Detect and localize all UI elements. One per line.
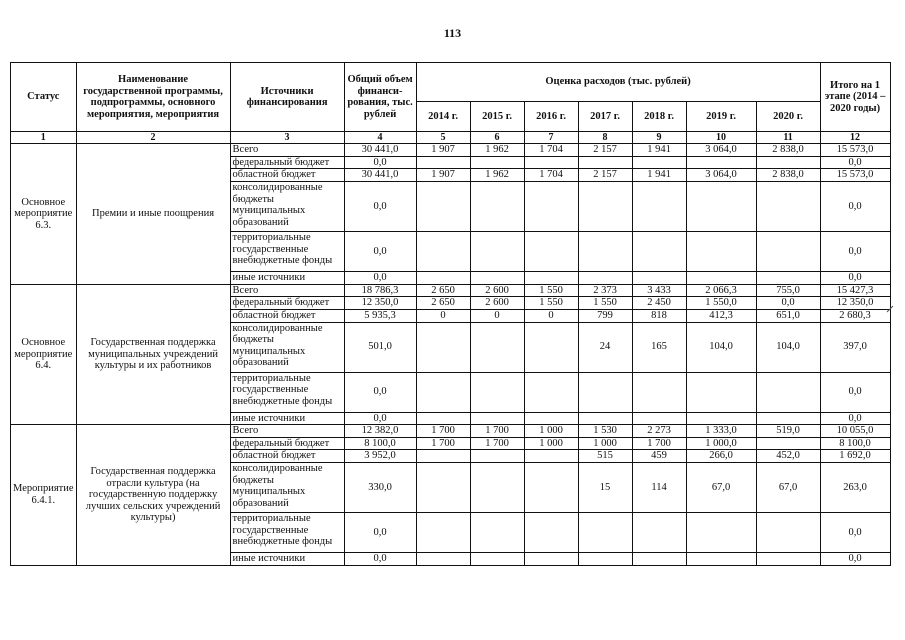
- stage-total-cell: 0,0: [820, 232, 890, 272]
- source-cell: федеральный бюджет: [230, 156, 344, 169]
- year-value-cell: 2 273: [632, 425, 686, 438]
- year-value-cell: 651,0: [756, 309, 820, 322]
- year-value-cell: [756, 372, 820, 412]
- year-value-cell: 519,0: [756, 425, 820, 438]
- year-value-cell: [686, 232, 756, 272]
- budget-table: [10, 62, 891, 566]
- year-value-cell: [578, 182, 632, 232]
- page-number: 113: [443, 26, 462, 40]
- table-row: [11, 284, 891, 297]
- source-cell: областной бюджет: [230, 450, 344, 463]
- source-cell: Всего: [230, 425, 344, 438]
- year-value-cell: [416, 463, 470, 513]
- header-stage-total: Итого на 1 этапе (2014 – 2020 годы): [820, 63, 890, 132]
- total-volume-cell: 8 100,0: [344, 437, 416, 450]
- year-value-cell: [632, 182, 686, 232]
- total-volume-cell: 0,0: [344, 553, 416, 566]
- year-value-cell: [686, 553, 756, 566]
- year-value-cell: [756, 513, 820, 553]
- year-value-cell: 266,0: [686, 450, 756, 463]
- stage-total-cell: 397,0: [820, 322, 890, 372]
- stage-total-cell: 2 680,3: [820, 309, 890, 322]
- stage-total-cell: 0,0: [820, 553, 890, 566]
- year-value-cell: [686, 272, 756, 285]
- year-value-cell: [470, 322, 524, 372]
- year-value-cell: 1 704: [524, 144, 578, 157]
- column-number: 5: [416, 132, 470, 144]
- year-value-cell: [524, 372, 578, 412]
- header-year: 2016 г.: [524, 102, 578, 132]
- header-year: 2020 г.: [756, 102, 820, 132]
- year-value-cell: 0: [524, 309, 578, 322]
- year-value-cell: 1 941: [632, 169, 686, 182]
- year-value-cell: 1 907: [416, 144, 470, 157]
- source-cell: Всего: [230, 144, 344, 157]
- year-value-cell: 1 000: [578, 437, 632, 450]
- year-value-cell: 24: [578, 322, 632, 372]
- source-cell: консолидированные бюджеты муниципальных образований: [230, 322, 344, 372]
- year-value-cell: 15: [578, 463, 632, 513]
- stage-total-cell: 15 573,0: [820, 144, 890, 157]
- year-value-cell: 2 157: [578, 169, 632, 182]
- total-volume-cell: 0,0: [344, 156, 416, 169]
- year-value-cell: 2 450: [632, 297, 686, 310]
- header-year: 2015 г.: [470, 102, 524, 132]
- source-cell: консолидированные бюджеты муниципальных образований: [230, 182, 344, 232]
- column-number: 1: [11, 132, 77, 144]
- header-name: Наименование государственной программы, подпрограммы, основного мероприятия, мероприятия: [76, 63, 230, 132]
- stage-total-cell: 12 350,0: [820, 297, 890, 310]
- year-value-cell: [524, 463, 578, 513]
- total-volume-cell: 3 952,0: [344, 450, 416, 463]
- year-value-cell: 1 962: [470, 144, 524, 157]
- year-value-cell: [470, 232, 524, 272]
- total-volume-cell: 330,0: [344, 463, 416, 513]
- year-value-cell: [578, 513, 632, 553]
- name-cell: Государственная поддержка муниципальных учреждений культуры и их работников: [76, 284, 230, 425]
- year-value-cell: [416, 513, 470, 553]
- column-number: 11: [756, 132, 820, 144]
- source-cell: областной бюджет: [230, 309, 344, 322]
- column-number: 8: [578, 132, 632, 144]
- year-value-cell: [756, 412, 820, 425]
- total-volume-cell: 0,0: [344, 182, 416, 232]
- year-value-cell: 2 838,0: [756, 144, 820, 157]
- year-value-cell: [578, 232, 632, 272]
- year-value-cell: [416, 272, 470, 285]
- status-cell: Основное мероприятие 6.4.: [11, 284, 77, 425]
- year-value-cell: [686, 372, 756, 412]
- column-number: 12: [820, 132, 890, 144]
- source-cell: иные источники: [230, 553, 344, 566]
- source-cell: территориальные государственные внебюджетные фонды: [230, 513, 344, 553]
- year-value-cell: [686, 513, 756, 553]
- year-value-cell: [416, 450, 470, 463]
- year-value-cell: 1 550,0: [686, 297, 756, 310]
- status-cell: Мероприятие 6.4.1.: [11, 425, 77, 566]
- year-value-cell: [632, 272, 686, 285]
- year-value-cell: 1 000,0: [686, 437, 756, 450]
- year-value-cell: [524, 553, 578, 566]
- source-cell: иные источники: [230, 272, 344, 285]
- year-value-cell: [416, 182, 470, 232]
- year-value-cell: [416, 156, 470, 169]
- year-value-cell: 2 373: [578, 284, 632, 297]
- total-volume-cell: 12 382,0: [344, 425, 416, 438]
- name-cell: Премии и иные поощрения: [76, 144, 230, 285]
- year-value-cell: [578, 553, 632, 566]
- stage-total-cell: 0,0: [820, 272, 890, 285]
- year-value-cell: [470, 553, 524, 566]
- stage-total-cell: 0,0: [820, 372, 890, 412]
- source-cell: территориальные государственные внебюджетные фонды: [230, 232, 344, 272]
- year-value-cell: 2 650: [416, 284, 470, 297]
- column-number: 2: [76, 132, 230, 144]
- header-year: 2014 г.: [416, 102, 470, 132]
- total-volume-cell: 0,0: [344, 232, 416, 272]
- year-value-cell: 0: [470, 309, 524, 322]
- source-cell: территориальные государственные внебюджетные фонды: [230, 372, 344, 412]
- year-value-cell: 1 550: [524, 284, 578, 297]
- total-volume-cell: 0,0: [344, 513, 416, 553]
- year-value-cell: 104,0: [756, 322, 820, 372]
- year-value-cell: [686, 412, 756, 425]
- year-value-cell: 3 064,0: [686, 144, 756, 157]
- total-volume-cell: 12 350,0: [344, 297, 416, 310]
- year-value-cell: 1 704: [524, 169, 578, 182]
- year-value-cell: [416, 372, 470, 412]
- total-volume-cell: 30 441,0: [344, 169, 416, 182]
- total-volume-cell: 0,0: [344, 272, 416, 285]
- year-value-cell: 114: [632, 463, 686, 513]
- year-value-cell: [578, 372, 632, 412]
- year-value-cell: 515: [578, 450, 632, 463]
- year-value-cell: [416, 322, 470, 372]
- stage-total-cell: 0,0: [820, 412, 890, 425]
- scan-mark: [886, 305, 894, 313]
- year-value-cell: [686, 182, 756, 232]
- year-value-cell: 1 700: [470, 437, 524, 450]
- stage-total-cell: 8 100,0: [820, 437, 890, 450]
- year-value-cell: 0: [416, 309, 470, 322]
- table-row: [11, 144, 891, 157]
- source-cell: иные источники: [230, 412, 344, 425]
- name-cell: Государственная поддержка отрасли культура (на государственную поддержку лучших сельских учреждений культуры): [76, 425, 230, 566]
- stage-total-cell: 0,0: [820, 156, 890, 169]
- stage-total-cell: 15 573,0: [820, 169, 890, 182]
- year-value-cell: 67,0: [756, 463, 820, 513]
- year-value-cell: [416, 553, 470, 566]
- year-value-cell: [470, 513, 524, 553]
- stage-total-cell: 10 055,0: [820, 425, 890, 438]
- stage-total-cell: 1 692,0: [820, 450, 890, 463]
- year-value-cell: 1 907: [416, 169, 470, 182]
- year-value-cell: 1 700: [416, 425, 470, 438]
- year-value-cell: [470, 272, 524, 285]
- year-value-cell: [524, 513, 578, 553]
- year-value-cell: 2 157: [578, 144, 632, 157]
- year-value-cell: 2 650: [416, 297, 470, 310]
- source-cell: федеральный бюджет: [230, 437, 344, 450]
- year-value-cell: 1 700: [470, 425, 524, 438]
- header-year: 2017 г.: [578, 102, 632, 132]
- year-value-cell: [756, 437, 820, 450]
- year-value-cell: 452,0: [756, 450, 820, 463]
- column-number: 10: [686, 132, 756, 144]
- year-value-cell: [470, 450, 524, 463]
- year-value-cell: [686, 156, 756, 169]
- table-row: [11, 425, 891, 438]
- year-value-cell: 1 550: [524, 297, 578, 310]
- year-value-cell: [756, 553, 820, 566]
- year-value-cell: [632, 513, 686, 553]
- year-value-cell: [524, 156, 578, 169]
- total-volume-cell: 0,0: [344, 372, 416, 412]
- column-number: 6: [470, 132, 524, 144]
- year-value-cell: [756, 156, 820, 169]
- year-value-cell: [416, 412, 470, 425]
- total-volume-cell: 501,0: [344, 322, 416, 372]
- year-value-cell: [470, 156, 524, 169]
- year-value-cell: 2 066,3: [686, 284, 756, 297]
- year-value-cell: 1 700: [632, 437, 686, 450]
- header-sources: Источники финансирования: [230, 63, 344, 132]
- year-value-cell: 1 530: [578, 425, 632, 438]
- year-value-cell: [524, 232, 578, 272]
- total-volume-cell: 18 786,3: [344, 284, 416, 297]
- year-value-cell: [524, 412, 578, 425]
- year-value-cell: [632, 232, 686, 272]
- source-cell: областной бюджет: [230, 169, 344, 182]
- header-status: Статус: [11, 63, 77, 132]
- year-value-cell: 755,0: [756, 284, 820, 297]
- source-cell: федеральный бюджет: [230, 297, 344, 310]
- status-cell: Основное мероприятие 6.3.: [11, 144, 77, 285]
- year-value-cell: 799: [578, 309, 632, 322]
- year-value-cell: 0,0: [756, 297, 820, 310]
- header-estimate: Оценка расходов (тыс. рублей): [416, 63, 820, 102]
- stage-total-cell: 0,0: [820, 182, 890, 232]
- year-value-cell: [632, 372, 686, 412]
- year-value-cell: 2 600: [470, 297, 524, 310]
- total-volume-cell: 30 441,0: [344, 144, 416, 157]
- year-value-cell: 1 941: [632, 144, 686, 157]
- year-value-cell: [524, 272, 578, 285]
- year-value-cell: [756, 232, 820, 272]
- year-value-cell: 2 838,0: [756, 169, 820, 182]
- year-value-cell: 1 962: [470, 169, 524, 182]
- year-value-cell: 1 550: [578, 297, 632, 310]
- year-value-cell: 459: [632, 450, 686, 463]
- stage-total-cell: 263,0: [820, 463, 890, 513]
- year-value-cell: 104,0: [686, 322, 756, 372]
- year-value-cell: [470, 412, 524, 425]
- column-number: 7: [524, 132, 578, 144]
- year-value-cell: 2 600: [470, 284, 524, 297]
- year-value-cell: [632, 553, 686, 566]
- year-value-cell: [470, 182, 524, 232]
- year-value-cell: [578, 156, 632, 169]
- stage-total-cell: 15 427,3: [820, 284, 890, 297]
- header-total-volume: Общий объем финанси-рования, тыс. рублей: [344, 63, 416, 132]
- year-value-cell: 165: [632, 322, 686, 372]
- total-volume-cell: 5 935,3: [344, 309, 416, 322]
- year-value-cell: 818: [632, 309, 686, 322]
- year-value-cell: 1 000: [524, 437, 578, 450]
- year-value-cell: 1 700: [416, 437, 470, 450]
- year-value-cell: [632, 412, 686, 425]
- year-value-cell: 1 000: [524, 425, 578, 438]
- year-value-cell: [756, 182, 820, 232]
- column-number: 9: [632, 132, 686, 144]
- year-value-cell: [416, 232, 470, 272]
- year-value-cell: [470, 372, 524, 412]
- year-value-cell: 3 433: [632, 284, 686, 297]
- source-cell: консолидированные бюджеты муниципальных образований: [230, 463, 344, 513]
- year-value-cell: 67,0: [686, 463, 756, 513]
- year-value-cell: 1 333,0: [686, 425, 756, 438]
- column-number: 4: [344, 132, 416, 144]
- column-number: 3: [230, 132, 344, 144]
- header-year: 2019 г.: [686, 102, 756, 132]
- year-value-cell: [524, 182, 578, 232]
- total-volume-cell: 0,0: [344, 412, 416, 425]
- source-cell: Всего: [230, 284, 344, 297]
- year-value-cell: [524, 450, 578, 463]
- year-value-cell: 3 064,0: [686, 169, 756, 182]
- year-value-cell: [578, 272, 632, 285]
- header-year: 2018 г.: [632, 102, 686, 132]
- year-value-cell: [756, 272, 820, 285]
- year-value-cell: [632, 156, 686, 169]
- year-value-cell: [524, 322, 578, 372]
- year-value-cell: 412,3: [686, 309, 756, 322]
- stage-total-cell: 0,0: [820, 513, 890, 553]
- year-value-cell: [578, 412, 632, 425]
- year-value-cell: [470, 463, 524, 513]
